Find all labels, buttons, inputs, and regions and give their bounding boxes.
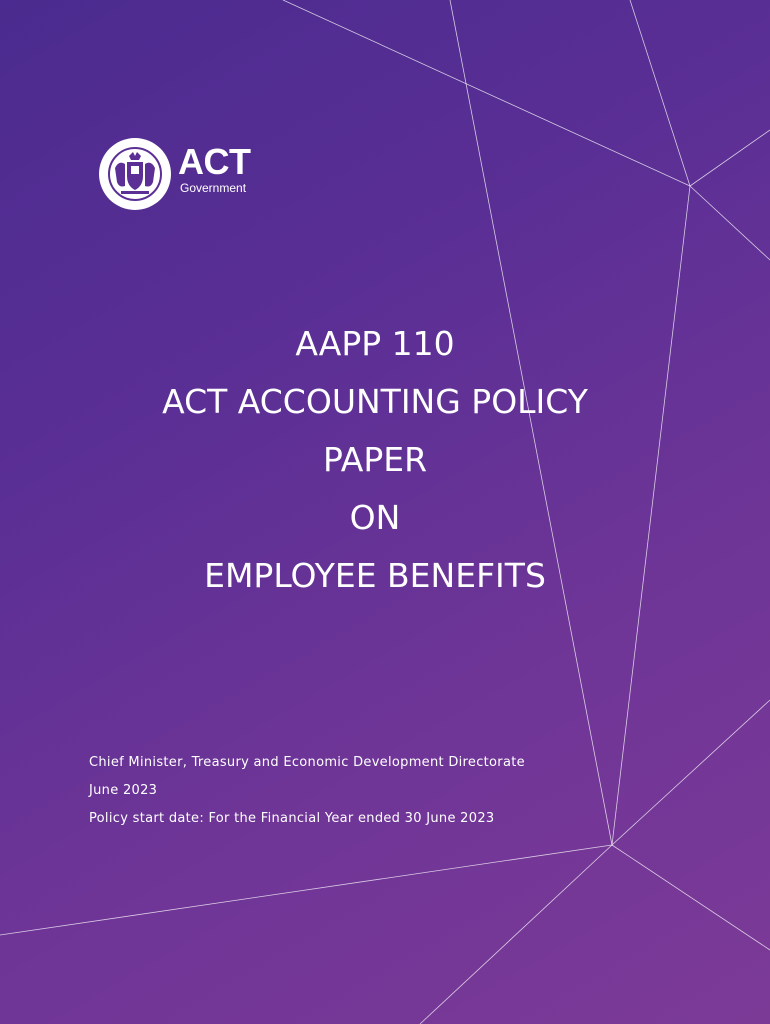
title-line-policy: ACT ACCOUNTING POLICY	[162, 382, 588, 421]
document-title	[60, 315, 690, 605]
logo-emblem	[99, 138, 171, 210]
logo-wordmark: ACT	[178, 141, 251, 182]
title-line-on: ON	[349, 498, 401, 537]
title-line-paper: PAPER	[322, 440, 428, 479]
logo-subtitle: Government	[180, 181, 247, 195]
title-line-subject: EMPLOYEE BENEFITS	[204, 556, 546, 595]
act-government-logo	[99, 138, 259, 210]
policy-start-date: Policy start date: For the Financial Year ended 30 June 2023	[89, 811, 495, 826]
directorate-name: Chief Minister, Treasury and Economic Development Directorate	[89, 755, 525, 770]
document-details	[89, 754, 559, 838]
publication-date: June 2023	[89, 783, 158, 798]
coat-of-arms-icon	[107, 146, 163, 202]
title-line-code: AAPP 110	[295, 324, 455, 363]
